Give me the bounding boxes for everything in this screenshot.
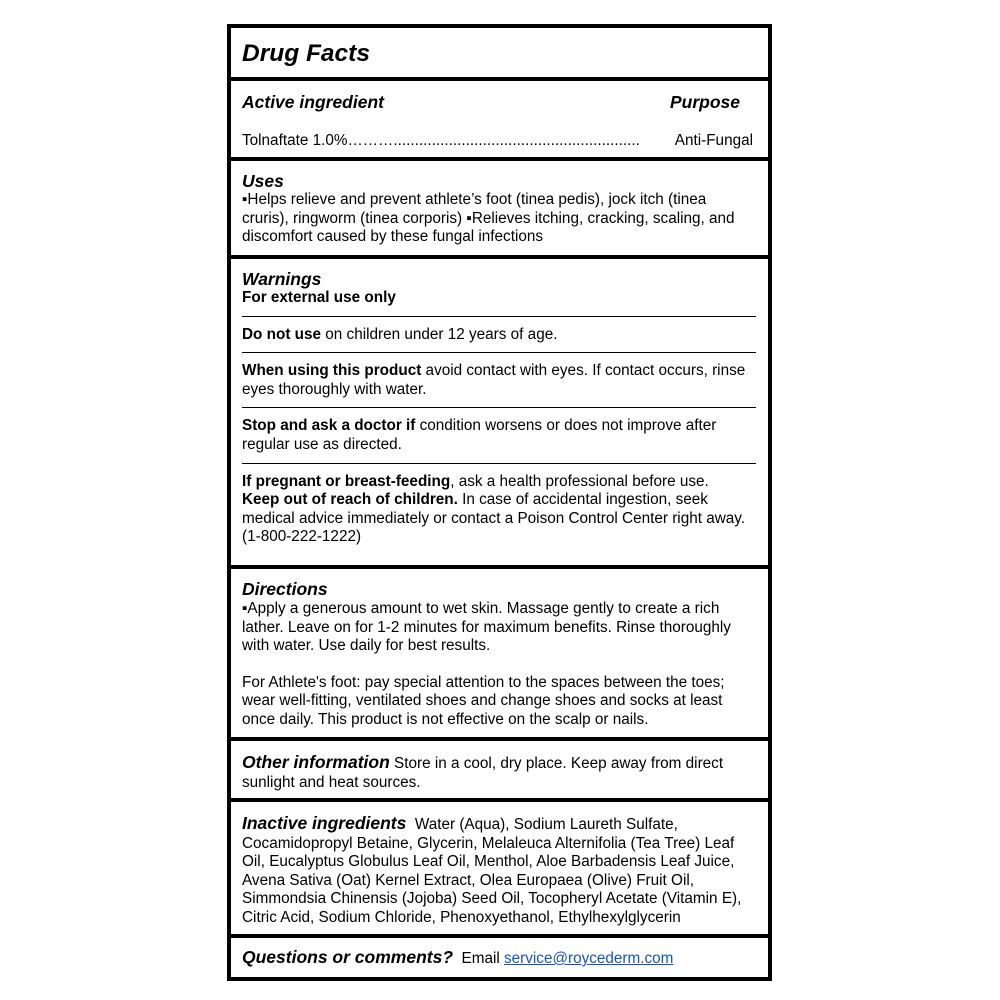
other-information-body: Store in a cool, dry place. Keep away from direct sunlight and heat sources.	[242, 755, 724, 791]
do-not-use-body: on children under 12 years of age.	[321, 325, 558, 343]
drug-facts-panel	[227, 24, 772, 981]
uses-heading: Uses	[242, 171, 284, 191]
do-not-use-lead: Do not use	[242, 325, 322, 343]
divider-rule	[242, 463, 756, 464]
directions-heading: Directions	[242, 579, 328, 599]
when-using-body: avoid contact with eyes. If contact occurs, rinse eyes thoroughly with water.	[242, 362, 746, 398]
when-using-lead: When using this product	[242, 362, 422, 380]
email-label: Email	[453, 950, 505, 967]
questions-section	[231, 934, 768, 981]
page-title: Drug Facts	[242, 40, 370, 67]
directions-paragraph-1: ▪Apply a generous amount to wet skin. Massage gently to create a rich lather. Leave on for 1-2 minutes for maximum benefits. Rinse thoroughly with water. Use daily for best results.	[242, 600, 731, 655]
divider-rule	[242, 352, 756, 353]
other-information-text	[242, 753, 757, 792]
stop-use-text	[242, 417, 757, 454]
other-information-heading: Other information	[242, 752, 390, 772]
inactive-ingredients-text	[242, 814, 757, 928]
pregnancy-body: , ask a health professional before use.	[450, 472, 709, 490]
uses-section	[231, 157, 768, 255]
warnings-section	[231, 255, 768, 565]
pregnancy-text	[242, 473, 757, 492]
questions-text	[242, 948, 757, 969]
inactive-ingredients-heading: Inactive ingredients	[242, 813, 407, 833]
warnings-heading: Warnings	[242, 269, 322, 289]
keep-out-text	[242, 491, 757, 547]
pregnancy-lead: If pregnant or breast‑feeding	[242, 472, 451, 490]
stop-use-body: condition worsens or does not improve after regular use as directed.	[242, 417, 717, 453]
do-not-use-text	[242, 326, 757, 345]
divider-rule	[242, 316, 756, 317]
active-ingredient-name: Tolnaftate 1.0%	[242, 132, 348, 149]
inactive-ingredients-body: Water (Aqua), Sodium Laureth Sulfate, Cocamidopropyl Betaine, Glycerin, Melaleuca Alternifolia (Tea Tree) Leaf Oil, Eucalyptus Globulus Leaf Oil, Menthol, Aloe Barbadensis Leaf Juice, Avena Sativa (Oat) Kernel Extract, Olea Europaea (Olive) Fruit Oil, Simmondsia Chinensis (Jojoba) Seed Oil, Tocopheryl Acetate (Vitamin E), Citric Acid, Sodium Chloride, Phenoxyethanol, Ethylhexylglycerin	[242, 816, 746, 926]
active-ingredient-row	[242, 131, 758, 151]
email-link[interactable]: service@roycederm.com	[504, 950, 674, 967]
title-section	[231, 28, 768, 77]
external-use-text: For external use only	[242, 289, 396, 306]
active-ingredient-section	[231, 77, 768, 157]
active-ingredient-purpose: Anti-Fungal	[672, 131, 753, 151]
stop-use-lead: Stop and ask a doctor if	[242, 417, 416, 435]
directions-section	[231, 565, 768, 737]
directions-paragraph-2: For Athlete's foot: pay special attention to the spaces between the toes; wear well-fitting, ventilated shoes and change shoes and socks at least once daily. This product is not effective on the scalp or nails.	[242, 673, 725, 728]
questions-heading: Questions or comments?	[242, 947, 454, 967]
keep-out-lead: Keep out of reach of children.	[242, 491, 458, 509]
inactive-ingredients-section	[231, 798, 768, 934]
uses-text: ▪Helps relieve and prevent athlete’s foot (tinea pedis), jock itch (tinea cruris), ringworm (tinea corporis) ▪Relieves itching, cracking, scaling, and discomfort caused by these fungal infections	[242, 191, 735, 246]
dot-leader: ………..........................................................	[347, 132, 640, 149]
when-using-text	[242, 362, 757, 399]
purpose-heading: Purpose	[670, 92, 741, 112]
other-information-section	[231, 737, 768, 798]
active-ingredient-heading: Active ingredient	[242, 92, 384, 112]
keep-out-body: In case of accidental ingestion, seek medical advice immediately or contact a Poison Control Center right away. (1-800-222-1222)	[242, 491, 746, 546]
divider-rule	[242, 407, 756, 408]
